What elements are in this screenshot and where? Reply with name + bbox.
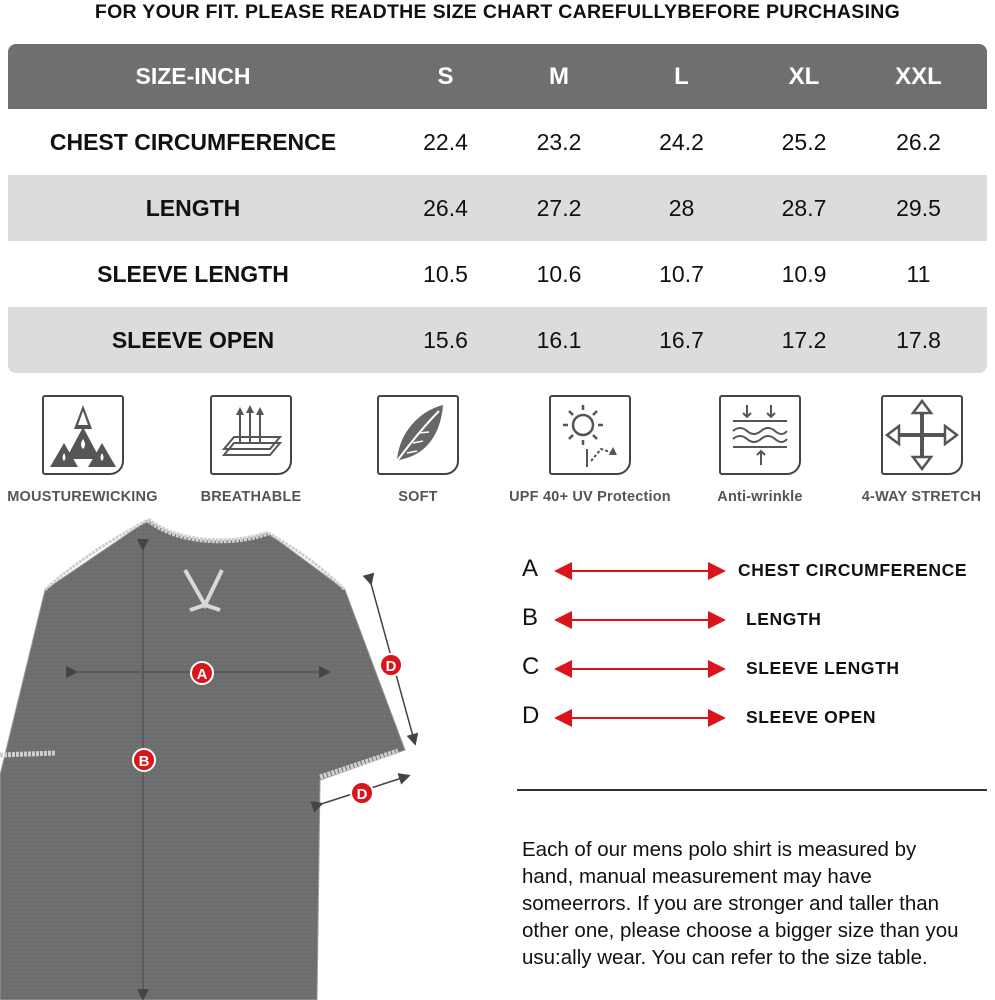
double-arrow-icon	[554, 657, 726, 681]
feature-soft	[336, 395, 500, 505]
tshirt-diagram	[0, 515, 420, 1000]
table-row	[8, 109, 987, 175]
size-table-header	[8, 44, 987, 109]
legend-letter: B	[522, 604, 539, 631]
table-cell: 28.7	[781, 194, 827, 221]
sun-uv-icon	[549, 395, 631, 475]
table-cell: 25.2	[781, 128, 827, 155]
table-cell: 23.2	[536, 128, 582, 155]
double-arrow-icon	[554, 706, 726, 730]
table-cell: 17.8	[896, 326, 941, 353]
legend-row-d	[520, 702, 990, 732]
size-xl: XL	[788, 62, 820, 90]
feature-moisture-wicking	[0, 395, 165, 505]
legend-row-b	[520, 604, 990, 634]
size-l: L	[674, 62, 689, 90]
size-table	[8, 44, 987, 373]
row-label: SLEEVE LENGTH	[97, 260, 289, 287]
breathable-icon	[210, 395, 292, 475]
feature-label: Anti-wrinkle	[717, 489, 803, 505]
table-cell: 22.4	[423, 128, 468, 155]
legend-letter: C	[522, 653, 540, 680]
note-line: other one, please choose a bigger size than you	[522, 919, 959, 942]
divider	[517, 789, 987, 791]
table-row	[8, 241, 987, 307]
feature-icons	[0, 395, 995, 515]
legend-text: SLEEVE LENGTH	[746, 658, 900, 678]
note-line: someerrors. If you are stronger and taller than	[522, 892, 940, 915]
table-cell: 15.6	[423, 326, 468, 353]
table-cell: 29.5	[896, 194, 941, 221]
feature-anti-wrinkle	[680, 395, 840, 505]
svg-text:A: A	[196, 666, 208, 683]
size-m: M	[549, 62, 569, 90]
table-cell: 16.1	[536, 326, 582, 353]
feature-label: UPF 40+ UV Protection	[509, 489, 671, 505]
feature-uv-protection	[500, 395, 680, 505]
legend-text: CHEST CIRCUMFERENCE	[738, 560, 968, 580]
size-xxl: XXL	[895, 62, 942, 90]
legend-letter: A	[522, 555, 539, 582]
measurement-disclaimer	[522, 836, 992, 971]
double-arrow-icon	[554, 559, 726, 583]
table-cell: 26.2	[896, 128, 941, 155]
note-line: usu:ally wear. You can refer to the size table.	[522, 946, 928, 969]
note-line: hand, manual measurement may have	[522, 865, 872, 888]
table-row	[8, 175, 987, 241]
marker-a	[191, 662, 213, 684]
table-cell: 11	[906, 260, 931, 287]
table-cell: 24.2	[659, 128, 704, 155]
tshirt-body	[0, 520, 405, 1000]
feature-label: 4-WAY STRETCH	[861, 489, 982, 505]
size-chart-notice: FOR YOUR FIT. PLEASE READTHE SIZE CHART CAREFULLYBEFORE PURCHASING	[94, 1, 901, 23]
table-cell: 16.7	[659, 326, 704, 353]
double-arrow-icon	[554, 608, 726, 632]
svg-text:D: D	[356, 786, 368, 803]
feature-breathable	[168, 395, 334, 505]
four-way-arrows-icon	[881, 395, 963, 475]
leaf-icon	[377, 395, 459, 475]
marker-d-sleeve	[351, 782, 373, 804]
note-line: Each of our mens polo shirt is measured by	[522, 838, 917, 861]
feature-label: BREATHABLE	[200, 489, 302, 505]
legend-text: LENGTH	[746, 609, 822, 629]
table-cell: 26.4	[423, 194, 468, 221]
table-cell: 28	[668, 194, 695, 221]
legend-row-c	[520, 653, 990, 683]
row-label: CHEST CIRCUMFERENCE	[49, 128, 337, 155]
legend-letter: D	[522, 702, 540, 729]
table-cell: 17.2	[781, 326, 827, 353]
table-cell: 10.5	[423, 260, 468, 287]
marker-d-shoulder	[380, 654, 402, 676]
svg-text:D: D	[385, 658, 397, 675]
legend-row-a	[520, 555, 990, 585]
feature-label: SOFT	[398, 489, 438, 505]
moisture-wicking-icon	[42, 395, 124, 475]
feature-label: MOUSTUREWICKING	[7, 489, 158, 505]
table-row	[8, 307, 987, 373]
marker-b	[133, 749, 155, 771]
legend-text: SLEEVE OPEN	[746, 707, 877, 727]
table-cell: 27.2	[536, 194, 582, 221]
size-s: S	[437, 62, 454, 90]
anti-wrinkle-icon	[719, 395, 801, 475]
feature-4-way-stretch	[848, 395, 995, 505]
svg-text:B: B	[138, 753, 150, 770]
table-cell: 10.9	[781, 260, 827, 287]
size-unit-label: SIZE-INCH	[135, 63, 251, 89]
row-label: LENGTH	[145, 194, 241, 221]
table-cell: 10.7	[659, 260, 704, 287]
row-label: SLEEVE OPEN	[111, 326, 275, 353]
table-cell: 10.6	[536, 260, 582, 287]
